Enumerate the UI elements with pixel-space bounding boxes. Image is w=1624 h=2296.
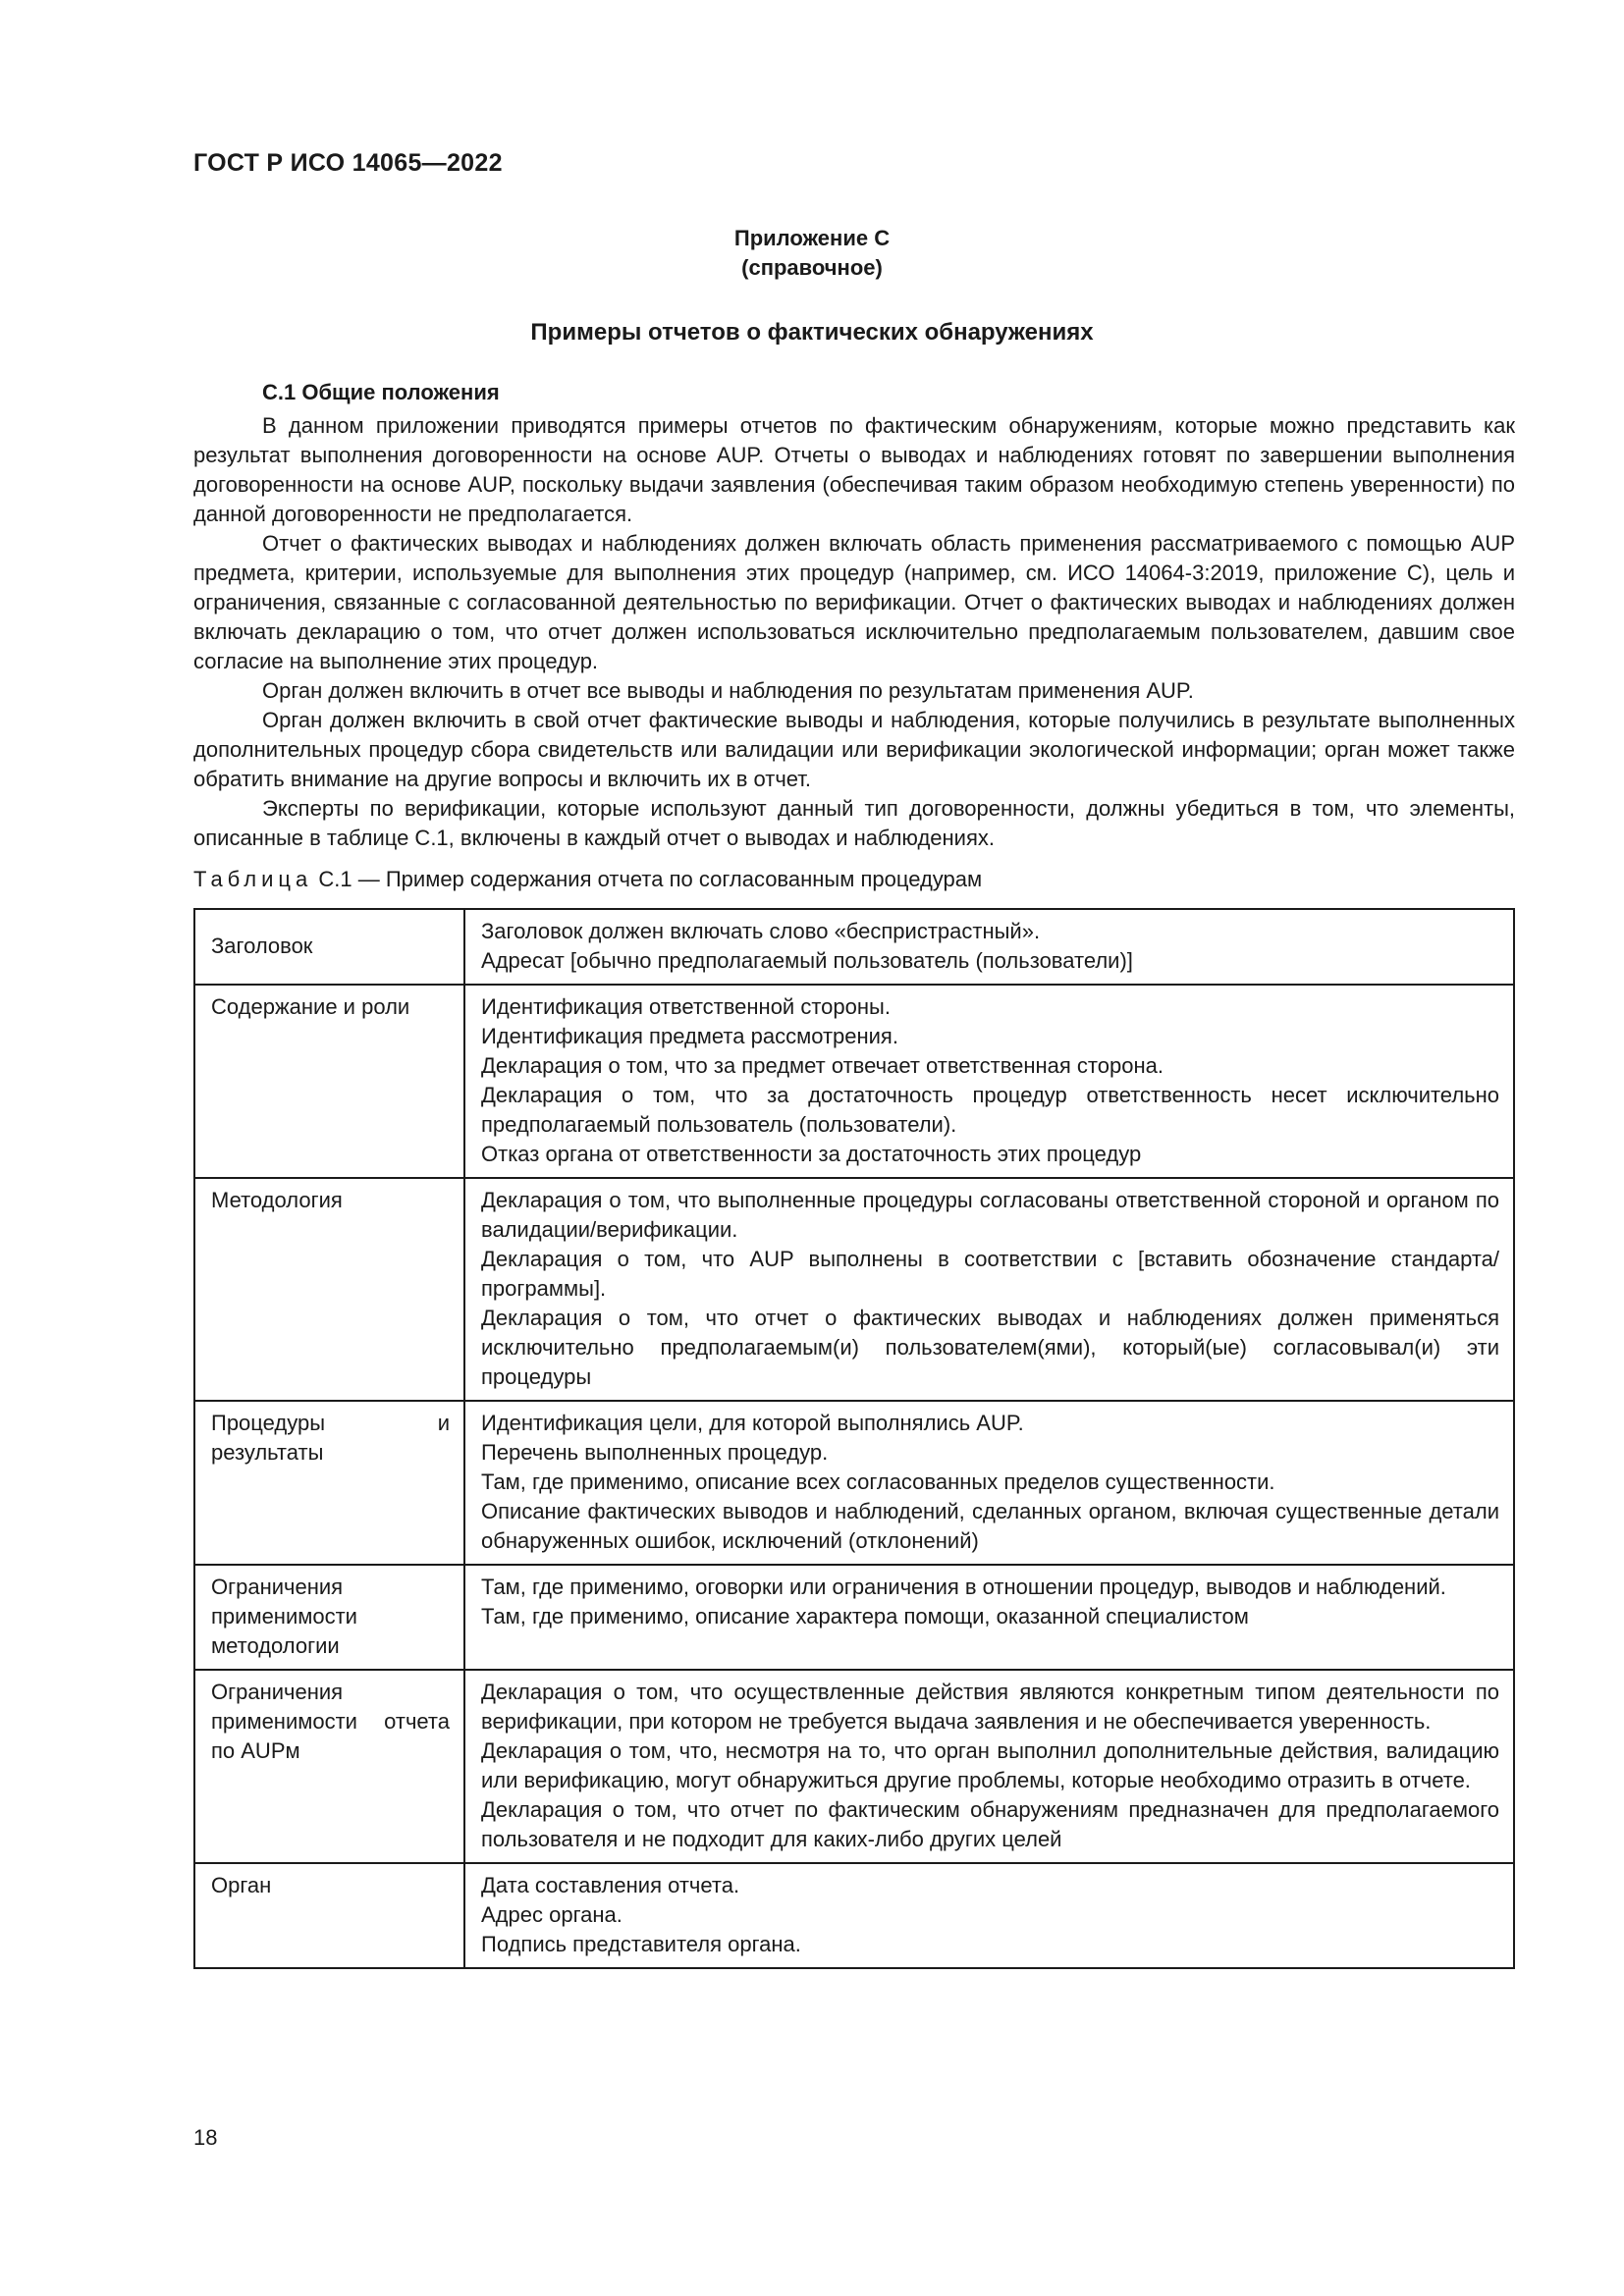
row-label: Ограничения применимости методологии [194,1565,464,1670]
row-label: Заголовок [194,909,464,985]
cell-line: Декларация о том, что выполненные процедуры согласованы ответственной стороной и органом по валидации/верификации. [481,1188,1499,1242]
cell-line: Там, где применимо, описание всех согласованных пределов существенности. [481,1469,1275,1494]
annex-title: Примеры отчетов о фактических обнаружениях [530,319,1094,346]
section-content [193,378,1515,1969]
cell-line: Идентификация цели, для которой выполнялись AUP. [481,1411,1024,1435]
cell-line: Декларация о том, что за достаточность процедур ответственность несет исключительно предполагаемый пользователь (пользователи). [481,1083,1499,1137]
annex-label: Приложение С [733,226,891,250]
table-row [194,909,1514,985]
cell-line: Адрес органа. [481,1902,623,1927]
cell-line: Заголовок должен включать слово «беспристрастный». [481,919,1041,943]
row-content [464,1565,1514,1670]
cell-line: Декларация о том, что отчет о фактических выводах и наблюдениях должен применяться исключительно предполагаемым(и) пользователем(ями), который(ые) согласовывал(и) эти процедуры [481,1306,1499,1389]
cell-line: Декларация о том, что за предмет отвечает ответственная сторона. [481,1053,1164,1078]
cell-line: Декларация о том, что осуществленные действия являются конкретным типом деятельности по верификации, при котором не требуется выдача заявления и не обеспечивается уверенность. [481,1680,1499,1734]
cell-line: Перечень выполненных процедур. [481,1440,829,1465]
row-label: Методология [194,1178,464,1401]
cell-line: Адресат [обычно предполагаемый пользователь (пользователи)] [481,948,1133,973]
cell-line: Декларация о том, что отчет по фактическим обнаружениям предназначен для предполагаемого пользователя и не подходит для каких-либо других целей [481,1797,1499,1851]
cell-line: Отказ органа от ответственности за достаточность этих процедур [481,1142,1142,1166]
cell-line: Подпись представителя органа. [481,1932,801,1956]
row-label: Ограничения применимости отчета по AUPм [194,1670,464,1863]
annex-status: (справочное) [741,255,883,280]
table-row [194,1178,1514,1401]
cell-line: Дата составления отчета. [481,1873,740,1897]
cell-line: Декларация о том, что AUP выполнены в соответствии с [вставить обозначение стандарта/программы]. [481,1247,1499,1301]
paragraph: Отчет о фактических выводах и наблюдениях должен включать область применения рассматриваемого с помощью AUP предмета, критерии, используемые для выполнения этих процедур (например, см. ИСО 14064-3:2019, приложение С), цель и ограничения, связанные с согласованной деятельностью по верификации. Отчет о фактических выводах и наблюдениях должен включать декларацию о том, что отчет должен использоваться исключительно предполагаемым пользователем, давшим свое согласие на выполнение этих процедур. [193,531,1515,673]
cell-line: Идентификация ответственной стороны. [481,994,891,1019]
row-content [464,985,1514,1178]
row-content [464,909,1514,985]
cell-line: Декларация о том, что, несмотря на то, что орган выполнил дополнительные действия, валидацию или верификацию, могут обнаружиться другие проблемы, которые необходимо отразить в отчете. [481,1738,1499,1792]
row-label: Орган [194,1863,464,1968]
row-label: Процедуры и результаты [194,1401,464,1565]
aup-report-table [193,908,1515,1969]
table-row [194,1670,1514,1863]
page-number: 18 [193,2125,218,2150]
paragraph: Орган должен включить в отчет все выводы и наблюдения по результатам применения AUP. [262,678,1194,703]
row-label: Содержание и роли [194,985,464,1178]
paragraph: Эксперты по верификации, которые используют данный тип договоренности, должны убедиться в том, что элементы, описанные в таблице С.1, включены в каждый отчет о выводах и наблюдениях. [193,796,1515,850]
row-content [464,1670,1514,1863]
row-content [464,1863,1514,1968]
cell-line: Там, где применимо, описание характера помощи, оказанной специалистом [481,1604,1249,1629]
section-heading: С.1 Общие положения [262,380,500,404]
annex-heading [0,224,1624,283]
paragraph: Орган должен включить в свой отчет фактические выводы и наблюдения, которые получились в результате выполненных дополнительных процедур сбора свидетельств или валидации или верификации экологической информации; орган может также обратить внимание на другие вопросы и включить их в отчет. [193,708,1515,791]
table-row [194,985,1514,1178]
table-caption-word: Таблица [193,867,313,891]
table-row [194,1565,1514,1670]
row-content [464,1401,1514,1565]
row-content [464,1178,1514,1401]
table-row [194,1401,1514,1565]
table-caption-text: С.1 — Пример содержания отчета по согласованным процедурам [318,867,983,891]
cell-line: Описание фактических выводов и наблюдений, сделанных органом, включая существенные детали обнаруженных ошибок, исключений (отклонений) [481,1499,1499,1553]
cell-line: Там, где применимо, оговорки или ограничения в отношении процедур, выводов и наблюдений. [481,1575,1446,1599]
table-row [194,1863,1514,1968]
standard-header: ГОСТ Р ИСО 14065—2022 [193,149,503,177]
table-caption [193,865,1515,894]
paragraph: В данном приложении приводятся примеры отчетов по фактическим обнаружениям, которые можно представить как результат выполнения договоренности на основе AUP. Отчеты о выводах и наблюдениях готовят по завершении выполнения договоренности на основе AUP, поскольку выдачи заявления (обеспечивая таким образом необходимую степень уверенности) по данной договоренности не предполагается. [193,413,1515,526]
cell-line: Идентификация предмета рассмотрения. [481,1024,898,1048]
